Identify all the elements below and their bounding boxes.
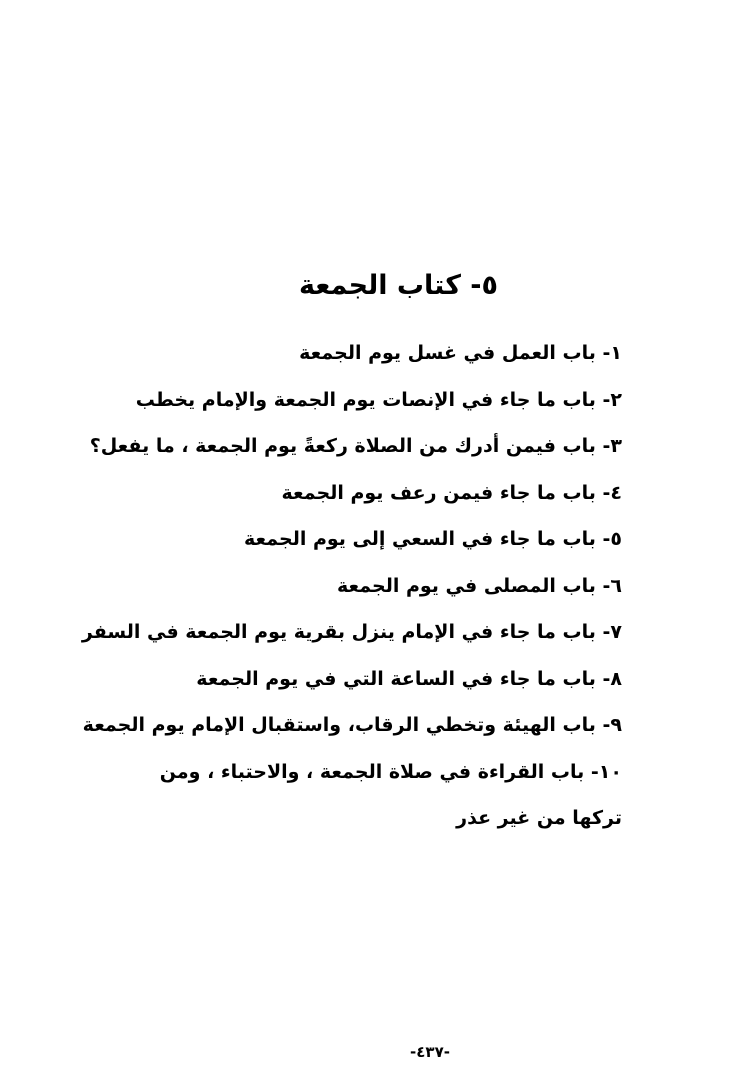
toc-item: ٤- باب ما جاء فيمن رعف يوم الجمعة bbox=[281, 481, 622, 504]
chapter-title: ٥- كتاب الجمعة bbox=[298, 270, 498, 301]
page-number: -٤٣٧- bbox=[410, 1043, 450, 1061]
toc-item: ١٠- باب القراءة في صلاة الجمعة ، والاحتباء ، ومن تركها من غير عذر bbox=[159, 760, 622, 829]
toc-item: ٧- باب ما جاء في الإمام ينزل بقرية يوم الجمعة في السفر bbox=[81, 621, 622, 643]
toc-item: ٨- باب ما جاء في الساعة التي في يوم الجمعة bbox=[196, 667, 622, 690]
toc-item: ١- باب العمل في غسل يوم الجمعة bbox=[299, 342, 622, 364]
table-of-contents bbox=[81, 330, 622, 842]
toc-item: ٩- باب الهيئة وتخطي الرقاب، واستقبال الإمام يوم الجمعة bbox=[82, 714, 622, 736]
toc-item: ٥- باب ما جاء في السعي إلى يوم الجمعة bbox=[244, 528, 622, 550]
toc-item: ٣- باب فيمن أدرك من الصلاة ركعةً يوم الجمعة ، ما يفعل؟ bbox=[89, 435, 622, 457]
toc-item: ٦- باب المصلى في يوم الجمعة bbox=[337, 574, 622, 597]
toc-item: ٢- باب ما جاء في الإنصات يوم الجمعة والإمام يخطب bbox=[135, 388, 622, 411]
